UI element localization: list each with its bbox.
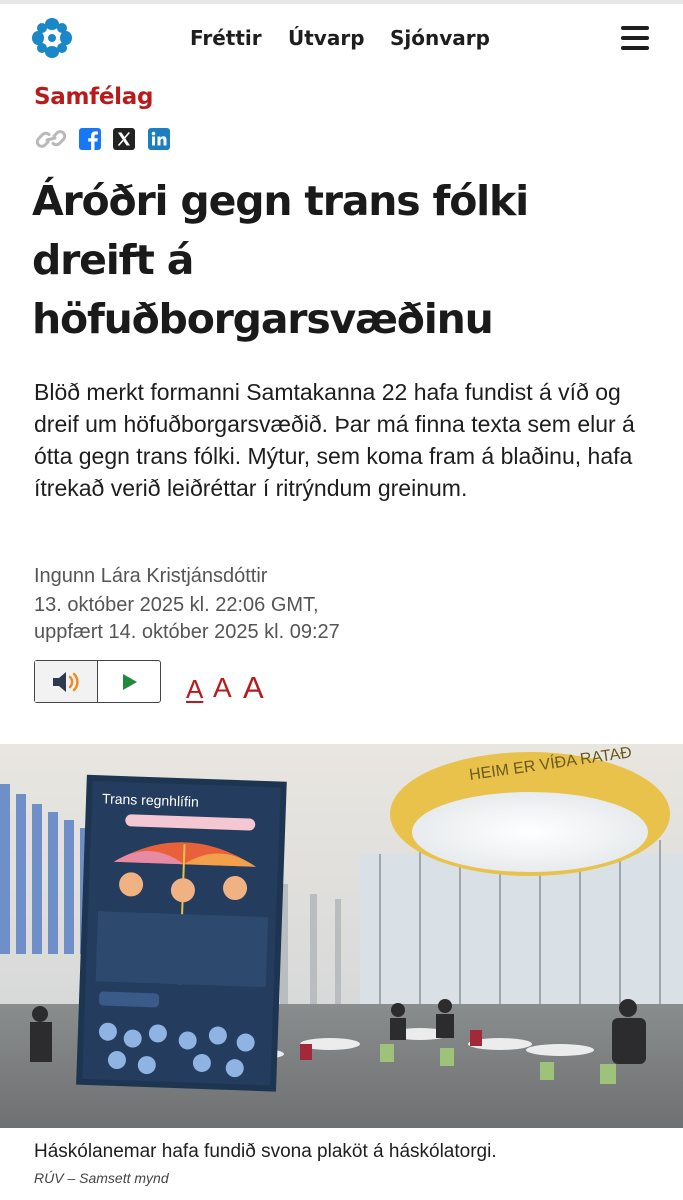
font-size-medium[interactable]: A bbox=[213, 672, 232, 703]
sign-text: HEIM ER VÍÐA RATAÐ bbox=[468, 744, 633, 784]
top-navigation-bar bbox=[0, 0, 683, 68]
audio-player bbox=[34, 660, 161, 703]
author-name: Ingunn Lára Kristjánsdóttir bbox=[34, 565, 268, 587]
font-size-small[interactable]: A bbox=[186, 674, 204, 704]
linkedin-icon[interactable] bbox=[147, 127, 171, 151]
hamburger-menu-icon[interactable] bbox=[619, 24, 651, 52]
updated-date: uppfært 14. október 2025 kl. 09:27 bbox=[34, 621, 340, 643]
link-icon[interactable] bbox=[36, 127, 66, 151]
headline-line: höfuðborgarsvæðinu bbox=[32, 295, 493, 343]
listen-button[interactable] bbox=[35, 661, 98, 702]
ruv-logo-icon[interactable] bbox=[30, 16, 74, 60]
photo-credit: RÚV – Samsett mynd bbox=[34, 1170, 169, 1186]
poster-title: Trans regnhlífin bbox=[101, 790, 200, 810]
article-lead: Blöð merkt formanni Samtakanna 22 hafa fundist á víð og dreif um höfuðborgarsvæðið. Þar má finna texta sem elur á ótta gegn trans fólki. Mýtur, sem koma fram á blaðinu, hafa ítrekað verið leiðréttar í ritrýndum greinum. bbox=[34, 379, 635, 501]
photo-caption: Háskólanemar hafa fundið svona plaköt á háskólatorgi. bbox=[34, 1141, 497, 1162]
published-date: 13. október 2025 kl. 22:06 GMT, bbox=[34, 594, 319, 616]
article-photo bbox=[0, 744, 683, 1128]
font-size-large[interactable]: A bbox=[243, 670, 264, 705]
x-icon[interactable] bbox=[112, 127, 136, 151]
play-button[interactable] bbox=[98, 661, 160, 702]
headline-line: dreift á bbox=[32, 236, 194, 284]
photo-illustration bbox=[0, 744, 683, 1128]
nav-sjonvarp[interactable]: Sjónvarp bbox=[390, 26, 490, 50]
headline-line: Áróðri gegn trans fólki bbox=[32, 177, 528, 225]
category-link[interactable]: Samfélag bbox=[34, 84, 154, 110]
nav-utvarp[interactable]: Útvarp bbox=[288, 26, 365, 50]
play-icon bbox=[119, 672, 139, 692]
facebook-icon[interactable] bbox=[78, 127, 102, 151]
speaker-icon bbox=[51, 670, 81, 694]
nav-frettir[interactable]: Fréttir bbox=[190, 26, 262, 50]
article-headline bbox=[32, 172, 652, 349]
